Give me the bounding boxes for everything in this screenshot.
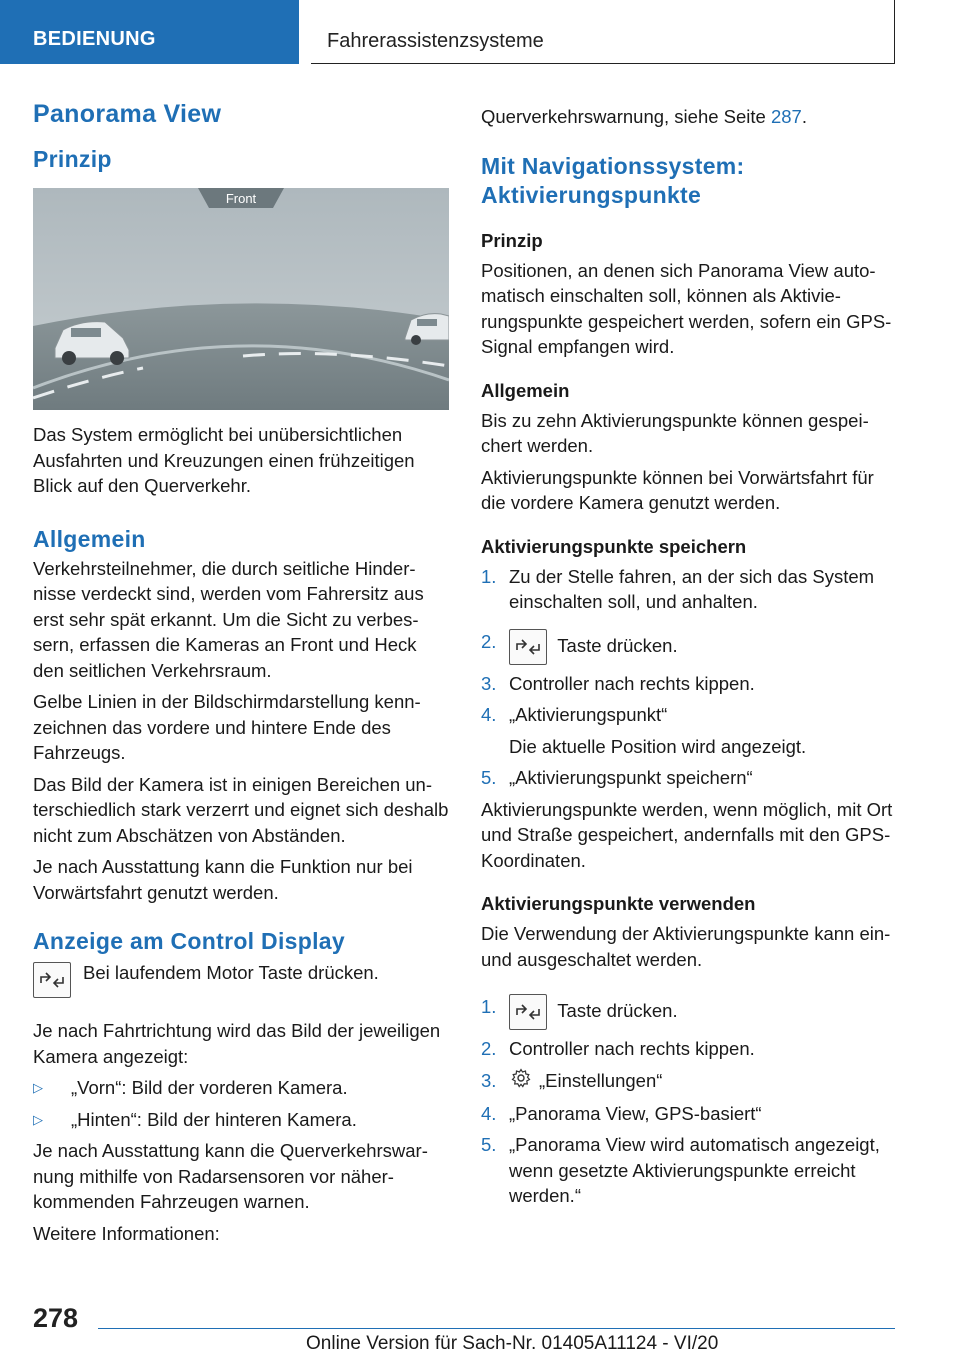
step-number: 5. bbox=[481, 1134, 497, 1156]
anzeige-paragraph-2: Je nach Ausstattung kann die Querverkehrswarnung mithilfe von Radarsensoren vor näherkommenden Fahrzeugen warnen. bbox=[33, 1140, 428, 1212]
step-item bbox=[481, 564, 896, 615]
step-text: „Aktivierungspunkt speichern“ bbox=[509, 767, 753, 788]
prinzip-paragraph: Positionen, an denen sich Panorama View automatisch einschalten soll, können als Aktivierungspunkte gespeichert werden, sofern ein GPS-Signal empfangen wird. bbox=[481, 259, 892, 357]
verwenden-steps bbox=[481, 994, 896, 1209]
list-item bbox=[33, 1075, 449, 1101]
step-item bbox=[481, 1068, 896, 1095]
anzeige-icon-text: Bei laufendem Motor Taste drücken. bbox=[83, 962, 379, 983]
camera-button-icon bbox=[509, 994, 547, 1030]
step-item bbox=[481, 702, 896, 759]
allgemein-paragraph-3: Das Bild der Kamera ist in einigen Bereichen unterschiedlich stark verzerrt und eignet sich deshalb nicht zum Abschätzen von Abständen. bbox=[33, 773, 449, 846]
step-text: „Einstellungen“ bbox=[539, 1069, 663, 1091]
step-text: „Panorama View, GPS-basiert“ bbox=[509, 1102, 762, 1124]
anzeige-paragraph-3: Weitere Informationen: bbox=[33, 1222, 220, 1244]
header-chapter-box bbox=[311, 0, 895, 64]
subheading-prinzip: Prinzip bbox=[481, 229, 543, 251]
step-number: 4. bbox=[481, 1102, 497, 1124]
step-number: 3. bbox=[481, 672, 497, 694]
speichern-paragraph: Aktivierungspunkte werden, wenn möglich, mit Ort und Straße gespeichert, andernfalls mit den GPS-Koordinaten. bbox=[481, 798, 893, 871]
heading-prinzip: Prinzip bbox=[33, 146, 112, 172]
footer-text: Online Version für Sach-Nr. 01405A11124 - VI/20 bbox=[306, 1333, 719, 1354]
right-column bbox=[481, 104, 896, 1215]
step-number: 2. bbox=[481, 630, 497, 652]
camera-button-icon bbox=[33, 962, 71, 998]
speichern-steps bbox=[481, 564, 896, 791]
panorama-camera-image bbox=[33, 188, 449, 410]
right-allgemein-paragraph-1: Bis zu zehn Aktivierungspunkte können gespeichert werden. bbox=[481, 409, 869, 456]
image-front-label: Front bbox=[225, 191, 257, 206]
page-link-287[interactable]: 287 bbox=[770, 106, 802, 127]
step-item bbox=[481, 994, 896, 1030]
continuation-end: . bbox=[801, 106, 807, 127]
verwenden-paragraph: Die Verwendung der Aktivierungspunkte kann ein- und ausgeschaltet werden. bbox=[481, 923, 891, 970]
triangle-bullet-icon: ▷ bbox=[33, 1080, 43, 1095]
camera-button-icon bbox=[509, 629, 547, 665]
step-number: 2. bbox=[481, 1038, 497, 1059]
right-allgemein-paragraph-2: Aktivierungspunkte können bei Vorwärtsfahrt für die vordere Kamera genutzt werden. bbox=[481, 466, 874, 513]
header-section-label: BEDIENUNG bbox=[33, 28, 156, 50]
step-number: 1. bbox=[481, 996, 497, 1017]
allgemein-paragraph-1: Verkehrsteilnehmer, die durch seitliche Hindernisse verdeckt sind, werden vom Fahrersitz aus erst sehr spät erkannt. Um die Sicht zu verbessern, erfassen die Kameras an Front und Heck den seitlichen Verkehrsraum. bbox=[33, 557, 424, 681]
step-text: „Aktivierungspunkt“ bbox=[509, 704, 668, 725]
gear-icon bbox=[511, 1068, 531, 1095]
allgemein-paragraph-2: Gelbe Linien in der Bildschirmdarstellung kennzeichnen das vordere und hintere Ende des Fahrzeugs. bbox=[33, 691, 421, 763]
list-item-text: „Vorn“: Bild der vorderen Kamera. bbox=[71, 1077, 348, 1098]
intro-text: Das System ermöglicht bei unübersichtlichen Ausfahrten und Kreuzungen einen frühzeitigen Blick auf den Querverkehr. bbox=[33, 424, 415, 496]
step-text: Controller nach rechts kippen. bbox=[509, 1038, 755, 1059]
subheading-verwenden: Aktivierungspunkte verwenden bbox=[481, 893, 756, 914]
step-text: Controller nach rechts kippen. bbox=[509, 672, 755, 694]
heading-anzeige: Anzeige am Control Display bbox=[33, 928, 345, 954]
subheading-allgemein: Allgemein bbox=[481, 379, 570, 401]
step-subtext: Die aktuelle Position wird angezeigt. bbox=[509, 735, 807, 757]
header-chapter-label: Fahrerassistenzsysteme bbox=[327, 30, 544, 52]
step-number: 4. bbox=[481, 704, 497, 725]
subheading-speichern: Aktivierungspunkte speichern bbox=[481, 535, 747, 557]
step-item bbox=[481, 1132, 896, 1209]
anzeige-paragraph-1: Je nach Fahrtrichtung wird das Bild der jeweiligen Kamera angezeigt: bbox=[33, 1020, 441, 1067]
list-item bbox=[33, 1107, 449, 1133]
step-item bbox=[481, 765, 896, 791]
continuation-text bbox=[481, 104, 896, 130]
step-item bbox=[481, 629, 896, 665]
list-item-text: „Hinten“: Bild der hinteren Kamera. bbox=[71, 1108, 357, 1130]
step-number: 3. bbox=[481, 1069, 497, 1091]
step-number: 5. bbox=[481, 767, 497, 788]
step-item bbox=[481, 671, 896, 697]
step-number: 1. bbox=[481, 565, 497, 587]
heading-allgemein: Allgemein bbox=[33, 525, 146, 552]
step-text: Taste drücken. bbox=[557, 634, 678, 656]
step-item bbox=[481, 1101, 896, 1127]
step-item bbox=[481, 1036, 896, 1062]
left-column bbox=[33, 100, 449, 1252]
anzeige-list bbox=[33, 1075, 449, 1132]
step-text: „Panorama View wird automatisch angezeigt, wenn gesetzte Aktivierungspunkte erreicht werden.“ bbox=[509, 1134, 880, 1207]
step-text: Zu der Stelle fahren, an der sich das System einschalten soll, und anhalten. bbox=[509, 565, 875, 612]
step-text: Taste drücken. bbox=[557, 999, 678, 1021]
heading-navigation: Mit Navigationssystem: Aktivierungspunkte bbox=[481, 152, 745, 208]
continuation-label: Querverkehrswarnung, siehe Seite bbox=[481, 106, 771, 127]
page-number: 278 bbox=[33, 1303, 79, 1333]
header-section-tab bbox=[0, 0, 299, 64]
allgemein-paragraph-4: Je nach Ausstattung kann die Funktion nur bei Vorwärtsfahrt genutzt werden. bbox=[33, 856, 413, 903]
footer-divider bbox=[98, 1328, 895, 1329]
page-title: Panorama View bbox=[33, 100, 222, 128]
triangle-bullet-icon: ▷ bbox=[33, 1111, 43, 1127]
anzeige-button-row bbox=[33, 960, 449, 1004]
